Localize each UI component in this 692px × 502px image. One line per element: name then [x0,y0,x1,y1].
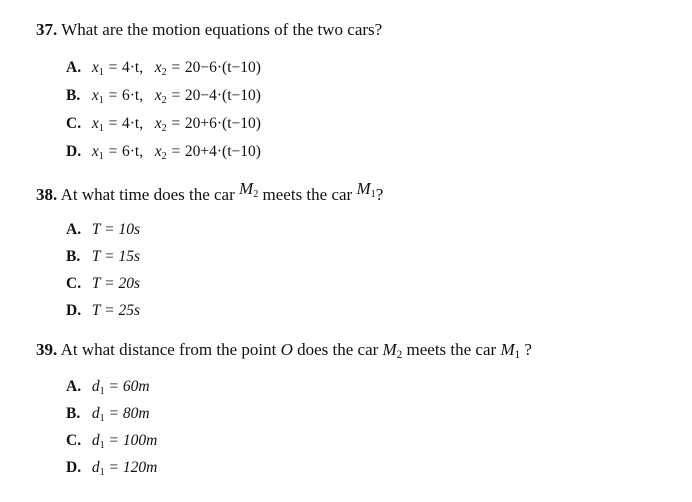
option-39-d[interactable] [66,459,157,478]
option-label: C. [66,432,82,449]
option-label: A. [66,59,82,76]
question-number: 37. [36,20,58,39]
option-label: C. [66,115,82,132]
option-label: A. [66,221,82,238]
option-label: A. [66,378,82,395]
car-m2-symbol: $M_2$ [382,340,403,361]
question-text: does the car [297,340,379,359]
answer-value: T = 25s [91,302,140,319]
option-label: B. [66,405,81,422]
option-label: D. [66,143,82,160]
question-text: meets the car [406,340,497,359]
question-39 [36,340,532,361]
answer-value: $d_1 = 60m$ [91,378,150,397]
option-37-b[interactable] [66,87,261,106]
answer-value: $d_1 = 120m$ [91,459,158,478]
equation: $x_1 = 6\cdot t$, $x_2 = 20-4\cdot(t-10)$ [91,87,261,106]
option-38-b[interactable] [66,248,140,266]
equation: $x_1 = 6\cdot t$, $x_2 = 20+4\cdot(t-10)$ [91,143,261,162]
question-mark: ? [524,340,532,359]
option-37-a[interactable] [66,59,261,78]
answer-value: $d_1 = 80m$ [91,405,150,424]
option-39-b[interactable] [66,405,150,424]
option-label: B. [66,248,81,265]
option-label: D. [66,302,82,319]
question-text: At what time does the car [60,185,235,204]
option-label: D. [66,459,82,476]
option-38-a[interactable] [66,221,140,239]
option-37-c[interactable] [66,115,261,134]
option-38-d[interactable] [66,302,140,320]
question-text: At what distance from the point [60,340,277,359]
question-37 [36,20,382,40]
car-m2-symbol: $M_2$ [239,179,259,200]
car-m1-symbol: $M_1$ [500,340,521,361]
car-m1-symbol: $M_1$ [356,179,376,200]
option-label: B. [66,87,81,104]
question-number: 39. [36,340,58,359]
option-label: C. [66,275,82,292]
option-39-c[interactable] [66,432,157,451]
answer-value: T = 10s [91,221,140,238]
answer-value: $d_1 = 100m$ [91,432,158,451]
option-37-d[interactable] [66,143,261,162]
answer-value: T = 20s [91,275,140,292]
question-mark: ? [375,185,384,204]
question-text: meets the car [262,185,353,204]
answer-value: T = 15s [91,248,140,265]
point-symbol: O [280,340,293,359]
question-38 [36,179,384,206]
question-text: What are the motion equations of the two cars? [61,20,383,39]
question-number: 38. [36,185,58,204]
equation: $x_1 = 4\cdot t$, $x_2 = 20-6\cdot(t-10)$ [91,59,261,78]
option-39-a[interactable] [66,378,150,397]
equation: $x_1 = 4\cdot t$, $x_2 = 20+6\cdot(t-10)$ [91,115,261,134]
option-38-c[interactable] [66,275,140,293]
